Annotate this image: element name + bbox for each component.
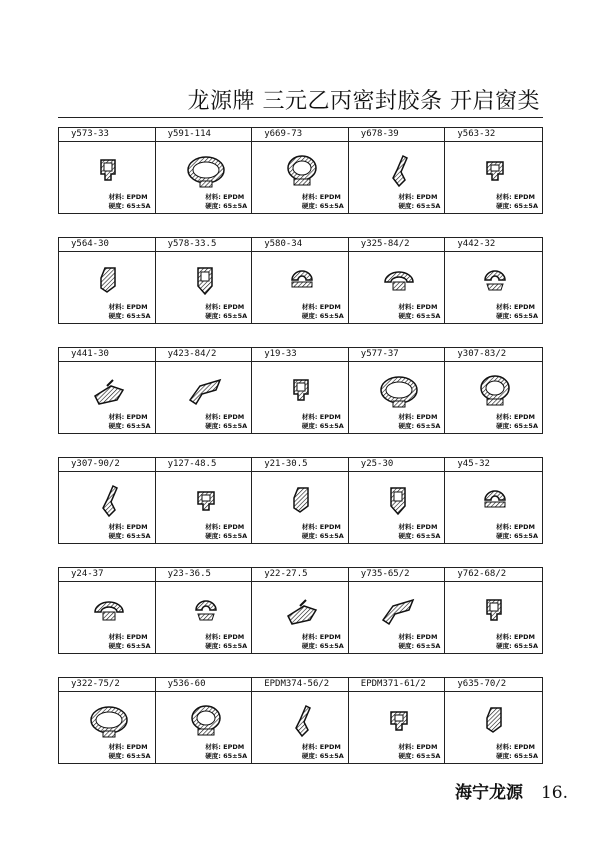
product-cell: [156, 128, 253, 213]
seal-profile-drawing: [280, 482, 324, 520]
product-table: [58, 237, 543, 324]
spec-material: 材料: EPDM: [205, 193, 245, 201]
profile-area: [252, 142, 348, 213]
seal-profile-drawing: [377, 152, 421, 190]
seal-profile-drawing: [280, 702, 324, 740]
product-code: y307-90/2: [59, 458, 155, 472]
seal-profile-drawing: [377, 262, 421, 300]
spec-material: 材料: EPDM: [301, 523, 341, 531]
page-title: 龙源牌 三元乙丙密封胶条 开启窗类: [187, 89, 540, 114]
seal-profile-drawing: [87, 262, 131, 300]
spec-hardness: 硬度: 65±5A: [496, 531, 538, 540]
spec-hardness: 硬度: 65±5A: [496, 751, 538, 760]
product-code: y573-33: [59, 128, 155, 142]
profile-area: [349, 582, 445, 653]
seal-profile-drawing: [377, 592, 421, 630]
spec-hardness: 硬度: 65±5A: [205, 751, 248, 760]
spec-hardness: 硬度: 65±5A: [108, 421, 151, 430]
product-cell: [445, 568, 542, 653]
spec-block: [109, 743, 151, 760]
seal-profile-drawing: [473, 592, 517, 630]
product-code: y23-36.5: [156, 568, 252, 582]
product-cell: [349, 348, 446, 433]
seal-profile-drawing: [87, 702, 131, 740]
spec-block: [398, 413, 440, 430]
spec-material: 材料: EPDM: [205, 523, 245, 531]
profile-area: [445, 252, 542, 323]
product-table: [58, 677, 543, 764]
spec-material: 材料: EPDM: [398, 413, 438, 421]
spec-block: [496, 523, 538, 540]
footer-company: 海宁龙源: [454, 783, 523, 803]
product-code: y564-30: [59, 238, 155, 252]
spec-block: [302, 523, 344, 540]
product-code: y22-27.5: [252, 568, 348, 582]
product-cell: [156, 238, 253, 323]
spec-material: 材料: EPDM: [205, 303, 245, 311]
profile-area: [59, 692, 155, 763]
profile-area: [59, 142, 155, 213]
profile-area: [445, 582, 542, 653]
seal-profile-drawing: [87, 372, 131, 410]
spec-block: [496, 303, 538, 320]
product-code: EPDM371-61/2: [349, 678, 445, 692]
product-cell: [252, 568, 349, 653]
product-code: y19-33: [252, 348, 348, 362]
spec-material: 材料: EPDM: [496, 193, 536, 201]
product-table: [58, 457, 543, 544]
spec-block: [496, 413, 538, 430]
spec-material: 材料: EPDM: [205, 743, 245, 751]
spec-block: [302, 413, 344, 430]
product-cell: [349, 128, 446, 213]
profile-area: [156, 362, 252, 433]
page-number: 16.: [540, 783, 568, 803]
spec-hardness: 硬度: 65±5A: [496, 201, 538, 210]
product-code: y536-60: [156, 678, 252, 692]
product-table: [58, 127, 543, 214]
profile-area: [156, 692, 252, 763]
profile-area: [156, 582, 252, 653]
spec-block: [302, 633, 344, 650]
seal-profile-drawing: [184, 592, 228, 630]
product-cell: [156, 348, 253, 433]
product-table: [58, 567, 543, 654]
spec-block: [109, 413, 151, 430]
spec-block: [109, 193, 151, 210]
spec-hardness: 硬度: 65±5A: [108, 201, 151, 210]
spec-hardness: 硬度: 65±5A: [205, 311, 248, 320]
spec-material: 材料: EPDM: [301, 413, 341, 421]
spec-material: 材料: EPDM: [301, 303, 341, 311]
seal-profile-drawing: [473, 372, 517, 410]
product-code: y127-48.5: [156, 458, 252, 472]
product-code: y423-84/2: [156, 348, 252, 362]
spec-hardness: 硬度: 65±5A: [398, 421, 441, 430]
product-cell: [252, 348, 349, 433]
spec-material: 材料: EPDM: [301, 633, 341, 641]
spec-material: 材料: EPDM: [301, 193, 341, 201]
product-code: y24-37: [59, 568, 155, 582]
spec-material: 材料: EPDM: [398, 193, 438, 201]
spec-hardness: 硬度: 65±5A: [108, 311, 151, 320]
product-cell: [156, 568, 253, 653]
spec-block: [398, 743, 440, 760]
product-code: y580-34: [252, 238, 348, 252]
product-cell: [252, 128, 349, 213]
product-code: y21-30.5: [252, 458, 348, 472]
spec-hardness: 硬度: 65±5A: [496, 641, 538, 650]
product-code: y578-33.5: [156, 238, 252, 252]
spec-material: 材料: EPDM: [108, 193, 148, 201]
spec-block: [496, 193, 538, 210]
product-table: [58, 347, 543, 434]
spec-block: [302, 193, 344, 210]
spec-hardness: 硬度: 65±5A: [398, 751, 441, 760]
product-cell: [349, 568, 446, 653]
spec-material: 材料: EPDM: [496, 523, 536, 531]
spec-hardness: 硬度: 65±5A: [108, 531, 151, 540]
spec-hardness: 硬度: 65±5A: [301, 641, 344, 650]
seal-profile-drawing: [87, 592, 131, 630]
spec-hardness: 硬度: 65±5A: [398, 311, 441, 320]
profile-area: [349, 142, 445, 213]
spec-hardness: 硬度: 65±5A: [398, 201, 441, 210]
spec-block: [496, 743, 538, 760]
spec-hardness: 硬度: 65±5A: [496, 421, 538, 430]
spec-hardness: 硬度: 65±5A: [301, 201, 344, 210]
title-rule: [58, 117, 543, 118]
profile-area: [445, 142, 542, 213]
spec-hardness: 硬度: 65±5A: [398, 531, 441, 540]
spec-material: 材料: EPDM: [398, 633, 438, 641]
product-cell: [445, 348, 542, 433]
profile-area: [59, 472, 155, 543]
product-cell: [252, 678, 349, 763]
product-cell: [445, 238, 542, 323]
spec-hardness: 硬度: 65±5A: [205, 201, 248, 210]
seal-profile-drawing: [184, 482, 228, 520]
profile-area: [445, 362, 542, 433]
product-cell: [156, 458, 253, 543]
product-code: y442-32: [445, 238, 542, 252]
seal-profile-drawing: [184, 702, 228, 740]
profile-area: [252, 252, 348, 323]
product-code: y441-30: [59, 348, 155, 362]
product-code: y669-73: [252, 128, 348, 142]
profile-area: [445, 472, 542, 543]
spec-material: 材料: EPDM: [205, 633, 245, 641]
profile-area: [59, 362, 155, 433]
spec-block: [398, 193, 440, 210]
spec-block: [109, 633, 151, 650]
product-cell: [59, 238, 156, 323]
spec-material: 材料: EPDM: [398, 303, 438, 311]
spec-block: [496, 633, 538, 650]
product-code: y563-32: [445, 128, 542, 142]
product-cell: [445, 128, 542, 213]
seal-profile-drawing: [473, 702, 517, 740]
spec-block: [109, 303, 151, 320]
seal-profile-drawing: [377, 372, 421, 410]
spec-hardness: 硬度: 65±5A: [496, 311, 538, 320]
profile-area: [156, 472, 252, 543]
profile-area: [252, 582, 348, 653]
product-code: y591-114: [156, 128, 252, 142]
spec-material: 材料: EPDM: [108, 413, 148, 421]
seal-profile-drawing: [280, 152, 324, 190]
product-cell: [59, 568, 156, 653]
spec-hardness: 硬度: 65±5A: [398, 641, 441, 650]
product-cell: [59, 348, 156, 433]
product-cell: [59, 458, 156, 543]
profile-area: [349, 472, 445, 543]
seal-profile-drawing: [184, 152, 228, 190]
product-cell: [445, 678, 542, 763]
spec-block: [398, 303, 440, 320]
spec-block: [205, 193, 247, 210]
spec-hardness: 硬度: 65±5A: [205, 531, 248, 540]
product-code: y735-65/2: [349, 568, 445, 582]
spec-material: 材料: EPDM: [108, 303, 148, 311]
seal-profile-drawing: [473, 482, 517, 520]
spec-hardness: 硬度: 65±5A: [301, 751, 344, 760]
spec-material: 材料: EPDM: [496, 303, 536, 311]
spec-hardness: 硬度: 65±5A: [108, 751, 151, 760]
spec-block: [302, 743, 344, 760]
profile-area: [156, 252, 252, 323]
spec-block: [109, 523, 151, 540]
seal-profile-drawing: [280, 592, 324, 630]
spec-block: [205, 523, 247, 540]
product-code: y325-84/2: [349, 238, 445, 252]
spec-hardness: 硬度: 65±5A: [205, 641, 248, 650]
profile-area: [349, 252, 445, 323]
product-code: y322-75/2: [59, 678, 155, 692]
seal-profile-drawing: [184, 372, 228, 410]
product-code: y678-39: [349, 128, 445, 142]
profile-area: [349, 692, 445, 763]
profile-area: [445, 692, 542, 763]
spec-block: [398, 523, 440, 540]
profile-area: [156, 142, 252, 213]
seal-profile-drawing: [87, 152, 131, 190]
seal-profile-drawing: [87, 482, 131, 520]
product-code: y577-37: [349, 348, 445, 362]
spec-material: 材料: EPDM: [108, 633, 148, 641]
product-cell: [252, 238, 349, 323]
spec-material: 材料: EPDM: [108, 743, 148, 751]
spec-material: 材料: EPDM: [496, 743, 536, 751]
spec-block: [398, 633, 440, 650]
spec-material: 材料: EPDM: [205, 413, 245, 421]
seal-profile-drawing: [473, 152, 517, 190]
seal-profile-drawing: [377, 482, 421, 520]
profile-area: [252, 692, 348, 763]
profile-area: [59, 582, 155, 653]
seal-profile-drawing: [184, 262, 228, 300]
spec-hardness: 硬度: 65±5A: [301, 531, 344, 540]
product-cell: [349, 678, 446, 763]
product-code: y762-68/2: [445, 568, 542, 582]
spec-block: [205, 303, 247, 320]
spec-material: 材料: EPDM: [496, 633, 536, 641]
seal-profile-drawing: [473, 262, 517, 300]
seal-profile-drawing: [280, 262, 324, 300]
product-cell: [59, 128, 156, 213]
product-cell: [349, 458, 446, 543]
seal-profile-drawing: [377, 702, 421, 740]
page-footer: [455, 778, 568, 803]
spec-block: [302, 303, 344, 320]
product-cell: [156, 678, 253, 763]
spec-material: 材料: EPDM: [398, 743, 438, 751]
spec-hardness: 硬度: 65±5A: [301, 421, 344, 430]
profile-area: [252, 472, 348, 543]
spec-hardness: 硬度: 65±5A: [205, 421, 248, 430]
profile-area: [252, 362, 348, 433]
product-code: y307-83/2: [445, 348, 542, 362]
seal-profile-drawing: [280, 372, 324, 410]
product-code: y45-32: [445, 458, 542, 472]
spec-material: 材料: EPDM: [398, 523, 438, 531]
product-cell: [252, 458, 349, 543]
spec-hardness: 硬度: 65±5A: [108, 641, 151, 650]
spec-hardness: 硬度: 65±5A: [301, 311, 344, 320]
profile-area: [349, 362, 445, 433]
product-code: y25-30: [349, 458, 445, 472]
spec-material: 材料: EPDM: [496, 413, 536, 421]
product-code: y635-70/2: [445, 678, 542, 692]
spec-material: 材料: EPDM: [301, 743, 341, 751]
product-cell: [349, 238, 446, 323]
profile-area: [59, 252, 155, 323]
product-code: EPDM374-56/2: [252, 678, 348, 692]
spec-material: 材料: EPDM: [108, 523, 148, 531]
product-cell: [445, 458, 542, 543]
spec-block: [205, 413, 247, 430]
spec-block: [205, 743, 247, 760]
product-cell: [59, 678, 156, 763]
spec-block: [205, 633, 247, 650]
